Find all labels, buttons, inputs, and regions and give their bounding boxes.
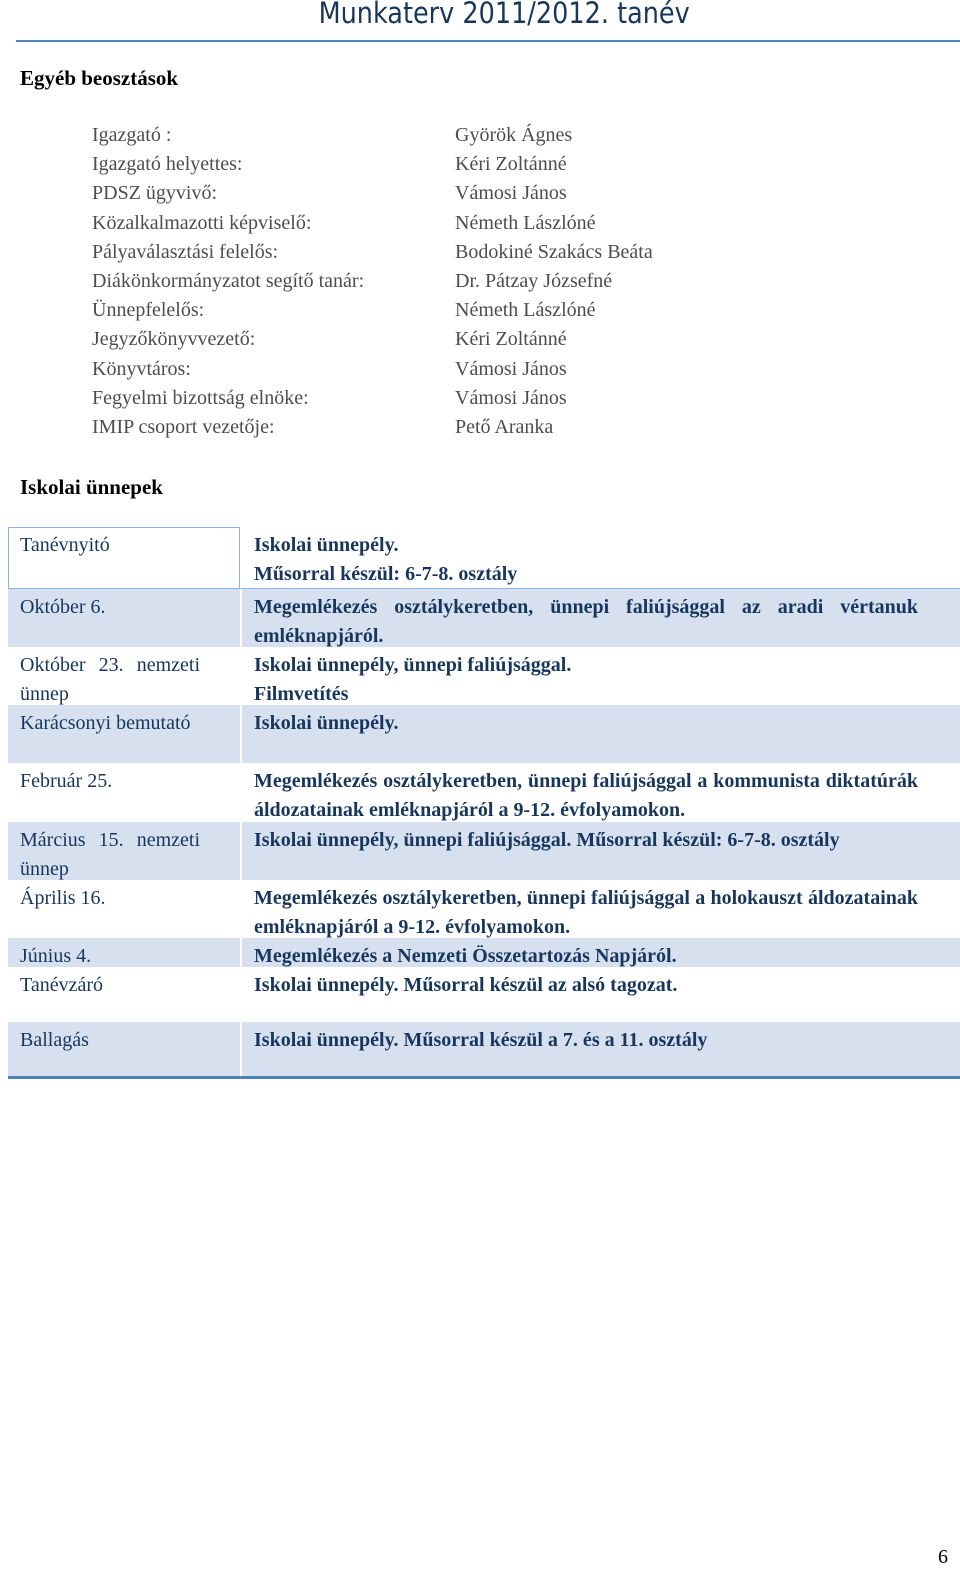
event-description: Iskolai ünnepély.: [254, 712, 399, 734]
assignment-person: Vámosi János: [455, 357, 567, 380]
assignments-heading: Egyéb beosztások: [20, 66, 179, 90]
column-divider: [240, 822, 242, 880]
assignment-row: [92, 387, 712, 416]
assignment-row: [92, 270, 712, 299]
assignment-role: Közalkalmazotti képviselő:: [92, 211, 312, 234]
event-description: [254, 651, 918, 709]
assignment-person: Kéri Zoltánné: [455, 153, 567, 176]
assignment-row: [92, 416, 712, 445]
column-divider: [240, 589, 242, 647]
assignment-role: Igazgató :: [92, 124, 172, 146]
assignment-row: [92, 241, 712, 270]
assignment-row: [92, 153, 712, 182]
assignment-role: Fegyelmi bizottság elnöke:: [92, 386, 309, 409]
event-row: [8, 763, 960, 822]
event-description-line: Iskolai ünnepély.: [254, 534, 399, 556]
event-date: Október 23. nemzeti ünnep: [20, 654, 200, 705]
assignment-row: [92, 328, 712, 357]
assignment-role: Diákönkormányzatot segítő tanár:: [92, 269, 365, 292]
event-description: Megemlékezés osztálykeretben, ünnepi faliújsággal az aradi vértanuk emléknapjáról.: [254, 596, 918, 647]
assignment-person: Vámosi János: [455, 386, 567, 409]
event-row: [8, 527, 960, 589]
event-date: Tanévzáró: [20, 974, 103, 996]
event-description: Megemlékezés a Nemzeti Összetartozás Napjáról.: [254, 945, 677, 967]
assignment-person: Kéri Zoltánné: [455, 328, 567, 351]
assignments-list: [92, 124, 712, 445]
event-row: [8, 705, 960, 763]
document-header-title: Munkaterv 2011/2012. tanév: [318, 0, 690, 30]
assignment-role: IMIP csoport vezetője:: [92, 415, 275, 438]
assignment-person: Vámosi János: [455, 182, 567, 205]
events-table: [8, 527, 960, 1076]
event-description-line: Iskolai ünnepély, ünnepi faliújsággal.: [254, 654, 572, 676]
table-bottom-rule: [8, 1076, 960, 1079]
page-number: 6: [938, 1546, 948, 1568]
event-description: Iskolai ünnepély. Műsorral készül a 7. és a 11. osztály: [254, 1029, 708, 1051]
assignment-person: Györök Ágnes: [455, 124, 573, 146]
event-date: Tanévnyitó: [20, 534, 110, 556]
assignment-role: PDSZ ügyvivő:: [92, 182, 218, 205]
assignment-row: [92, 212, 712, 241]
assignment-person: Németh Lászlóné: [455, 299, 596, 322]
event-date: Október 6.: [20, 596, 106, 618]
column-divider: [240, 938, 242, 967]
assignment-row: [92, 299, 712, 328]
column-divider: [240, 1022, 242, 1076]
event-date: Június 4.: [20, 945, 92, 967]
assignment-role: Könyvtáros:: [92, 357, 191, 380]
assignment-person: Németh Lászlóné: [455, 211, 596, 234]
event-row: [8, 938, 960, 967]
event-description: Iskolai ünnepély. Műsorral készül az alsó tagozat.: [254, 974, 678, 996]
event-row: [8, 967, 960, 1022]
assignment-row: [92, 124, 712, 153]
event-row: [8, 880, 960, 938]
events-heading: Iskolai ünnepek: [20, 475, 163, 499]
event-description-line: Műsorral készül: 6-7-8. osztály: [254, 563, 518, 585]
assignment-person: Pető Aranka: [455, 415, 554, 438]
assignment-role: Pályaválasztási felelős:: [92, 240, 279, 263]
assignment-row: [92, 358, 712, 387]
event-date: Ballagás: [20, 1029, 89, 1051]
event-description: Megemlékezés osztálykeretben, ünnepi faliújsággal a holokauszt áldozatainak emléknapjáról a 9-12. évfolyamokon.: [254, 887, 918, 938]
event-row: [8, 589, 960, 647]
event-description: Iskolai ünnepély, ünnepi faliújsággal. Műsorral készül: 6-7-8. osztály: [254, 829, 840, 851]
assignment-role: Jegyzőkönyvvezető:: [92, 328, 256, 351]
assignment-role: Ünnepfelelős:: [92, 299, 205, 322]
event-date: Április 16.: [20, 887, 106, 909]
event-description-line: Filmvetítés: [254, 683, 349, 705]
event-date: Március 15. nemzeti ünnep: [20, 829, 200, 880]
event-description: [254, 531, 918, 589]
event-row: [8, 822, 960, 880]
event-description: Megemlékezés osztálykeretben, ünnepi faliújsággal a kommunista diktatúrák áldozatainak emléknapjáról a 9-12. évfolyamokon.: [254, 770, 918, 821]
assignment-row: [92, 182, 712, 211]
event-row: [8, 1022, 960, 1076]
event-date: Február 25.: [20, 770, 113, 792]
event-date: Karácsonyi bemutató: [20, 712, 191, 734]
event-row: [8, 647, 960, 705]
column-divider: [240, 705, 242, 763]
assignment-person: Dr. Pátzay Józsefné: [455, 269, 613, 292]
assignment-role: Igazgató helyettes:: [92, 153, 243, 176]
assignment-person: Bodokiné Szakács Beáta: [455, 240, 653, 263]
header-rule: [16, 40, 960, 42]
